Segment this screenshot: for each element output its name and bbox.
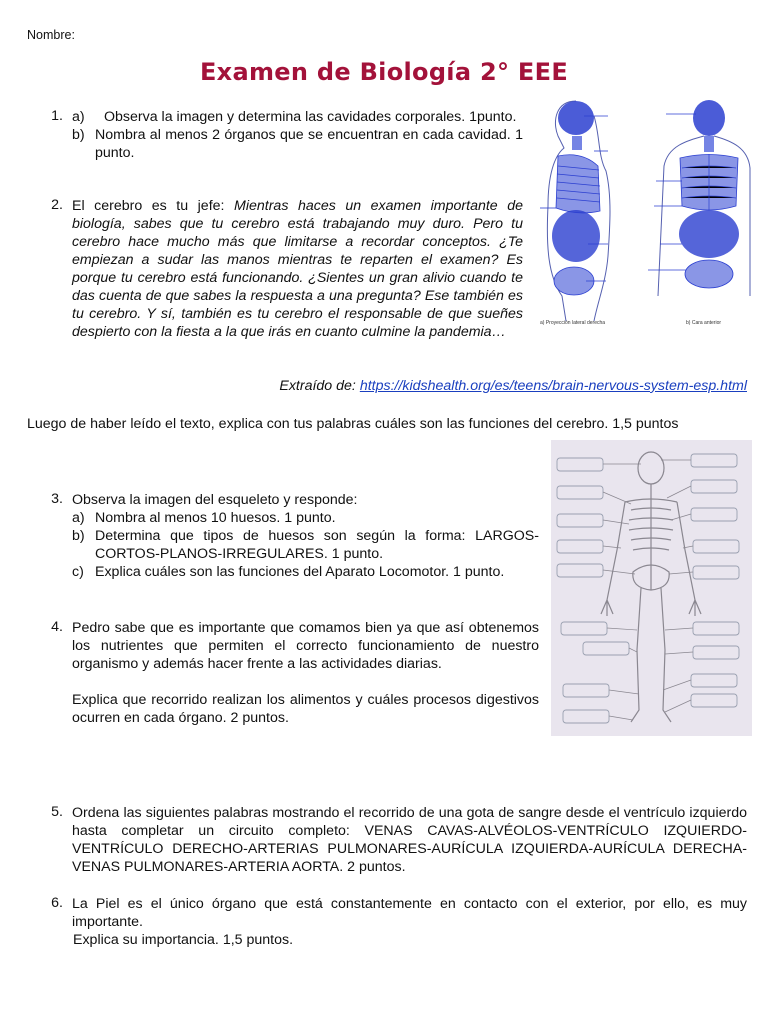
body-caption-anterior: b) Cara anterior: [686, 320, 722, 326]
q2-instruction: Luego de haber leído el texto, explica con tus palabras cuáles son las funciones del cerebro. 1,5 puntos: [27, 416, 679, 432]
q5-paragraph: Ordena las siguientes palabras mostrando el recorrido de una gota de sangre desde el ventrículo izquierdo hasta completar un circuito completo: VENAS CAVAS-ALVÉOLOS-VENTRÍCULO IZQUIERDO-VENTRÍCULO DERECHO-ARTERIAS PULMONARES-AURÍCULA IZQUIERDA-AURÍCULA DERECHA-VENAS PULMONARES-ARTERIA AORTA. 2 puntos.: [72, 805, 747, 875]
q2-quote: Mientras haces un examen importante de biología, sabes que tu cerebro está trabajando muy duro. Pero tu cerebro hace mucho más que limitarse a recordar conceptos. ¿Te empiezan a sudar las manos mientras te reparten el examen? Es porque tu cerebro está funcionando. ¿Sientes un gran alivio cuando te das cuenta de que sabes la respuesta a una pregunta? Ese también es tu cerebro. Y sí, también es tu cerebro el responsable de que sueñes despierto con la fiesta a la que irás en cuanto culmine la pandemia…: [72, 198, 523, 340]
q2-paragraph: [72, 197, 523, 341]
nombre-label: Nombre:: [27, 28, 75, 42]
q6-block: [72, 895, 747, 949]
q4-paragraph-1: Pedro sabe que es importante que comamos bien ya que así obtenemos los nutrientes que permiten el correcto funcionamiento de nuestro organismo y además hacer frente a las actividades diarias.: [72, 620, 539, 672]
q6-paragraph: La Piel es el único órgano que está constantemente en contacto con el exterior, por ello, es muy importante.: [72, 896, 747, 930]
q2-lead: El cerebro es tu jefe:: [72, 198, 235, 214]
q2-number: 2.: [51, 197, 63, 213]
q3-number: 3.: [51, 491, 63, 507]
q3-c-label: c): [72, 564, 84, 580]
q1-block: [72, 108, 523, 162]
q3-b-text: Determina que tipos de huesos son según la forma: LARGOS-CORTOS-PLANOS-IRREGULARES. 1 punto.: [95, 528, 539, 562]
skeleton-drawing: [551, 440, 752, 736]
q1-a-label: a): [72, 109, 85, 125]
q4-number: 4.: [51, 619, 63, 635]
q1-b-text: Nombra al menos 2 órganos que se encuentran en cada cavidad. 1 punto.: [95, 127, 523, 161]
q3-b-label: b): [72, 528, 85, 544]
q3-a-label: a): [72, 510, 85, 526]
q3-block: [72, 491, 539, 581]
q3-intro: Observa la imagen del esqueleto y responde:: [72, 492, 358, 508]
q2-source-label: Extraído de:: [279, 378, 360, 394]
q2-source: [72, 377, 747, 395]
q6-instruction: Explica su importancia. 1,5 puntos.: [73, 932, 294, 948]
q6-number: 6.: [51, 895, 63, 911]
body-caption-lateral: a) Proyección lateral derecha: [540, 320, 606, 326]
q1-b-label: b): [72, 127, 85, 143]
skeleton-figure: [551, 440, 752, 736]
q3-c-text: Explica cuáles son las funciones del Aparato Locomotor. 1 punto.: [95, 564, 505, 580]
body-cavities-figure: [536, 96, 752, 332]
q4-paragraph-2: Explica que recorrido realizan los alimentos y cuáles procesos digestivos ocurren en cada órgano. 2 puntos.: [72, 692, 539, 726]
q2-source-link[interactable]: https://kidshealth.org/es/teens/brain-nervous-system-esp.html: [359, 378, 747, 394]
q1-number: 1.: [51, 108, 63, 124]
q4-block: [72, 619, 539, 727]
body-cavities-drawing: [536, 96, 752, 332]
q3-a-text: Nombra al menos 10 huesos. 1 punto.: [95, 510, 336, 526]
q1-a-text: Observa la imagen y determina las cavidades corporales. 1punto.: [104, 109, 517, 125]
page-title: Examen de Biología 2° EEE: [199, 58, 569, 86]
q5-number: 5.: [51, 804, 63, 820]
